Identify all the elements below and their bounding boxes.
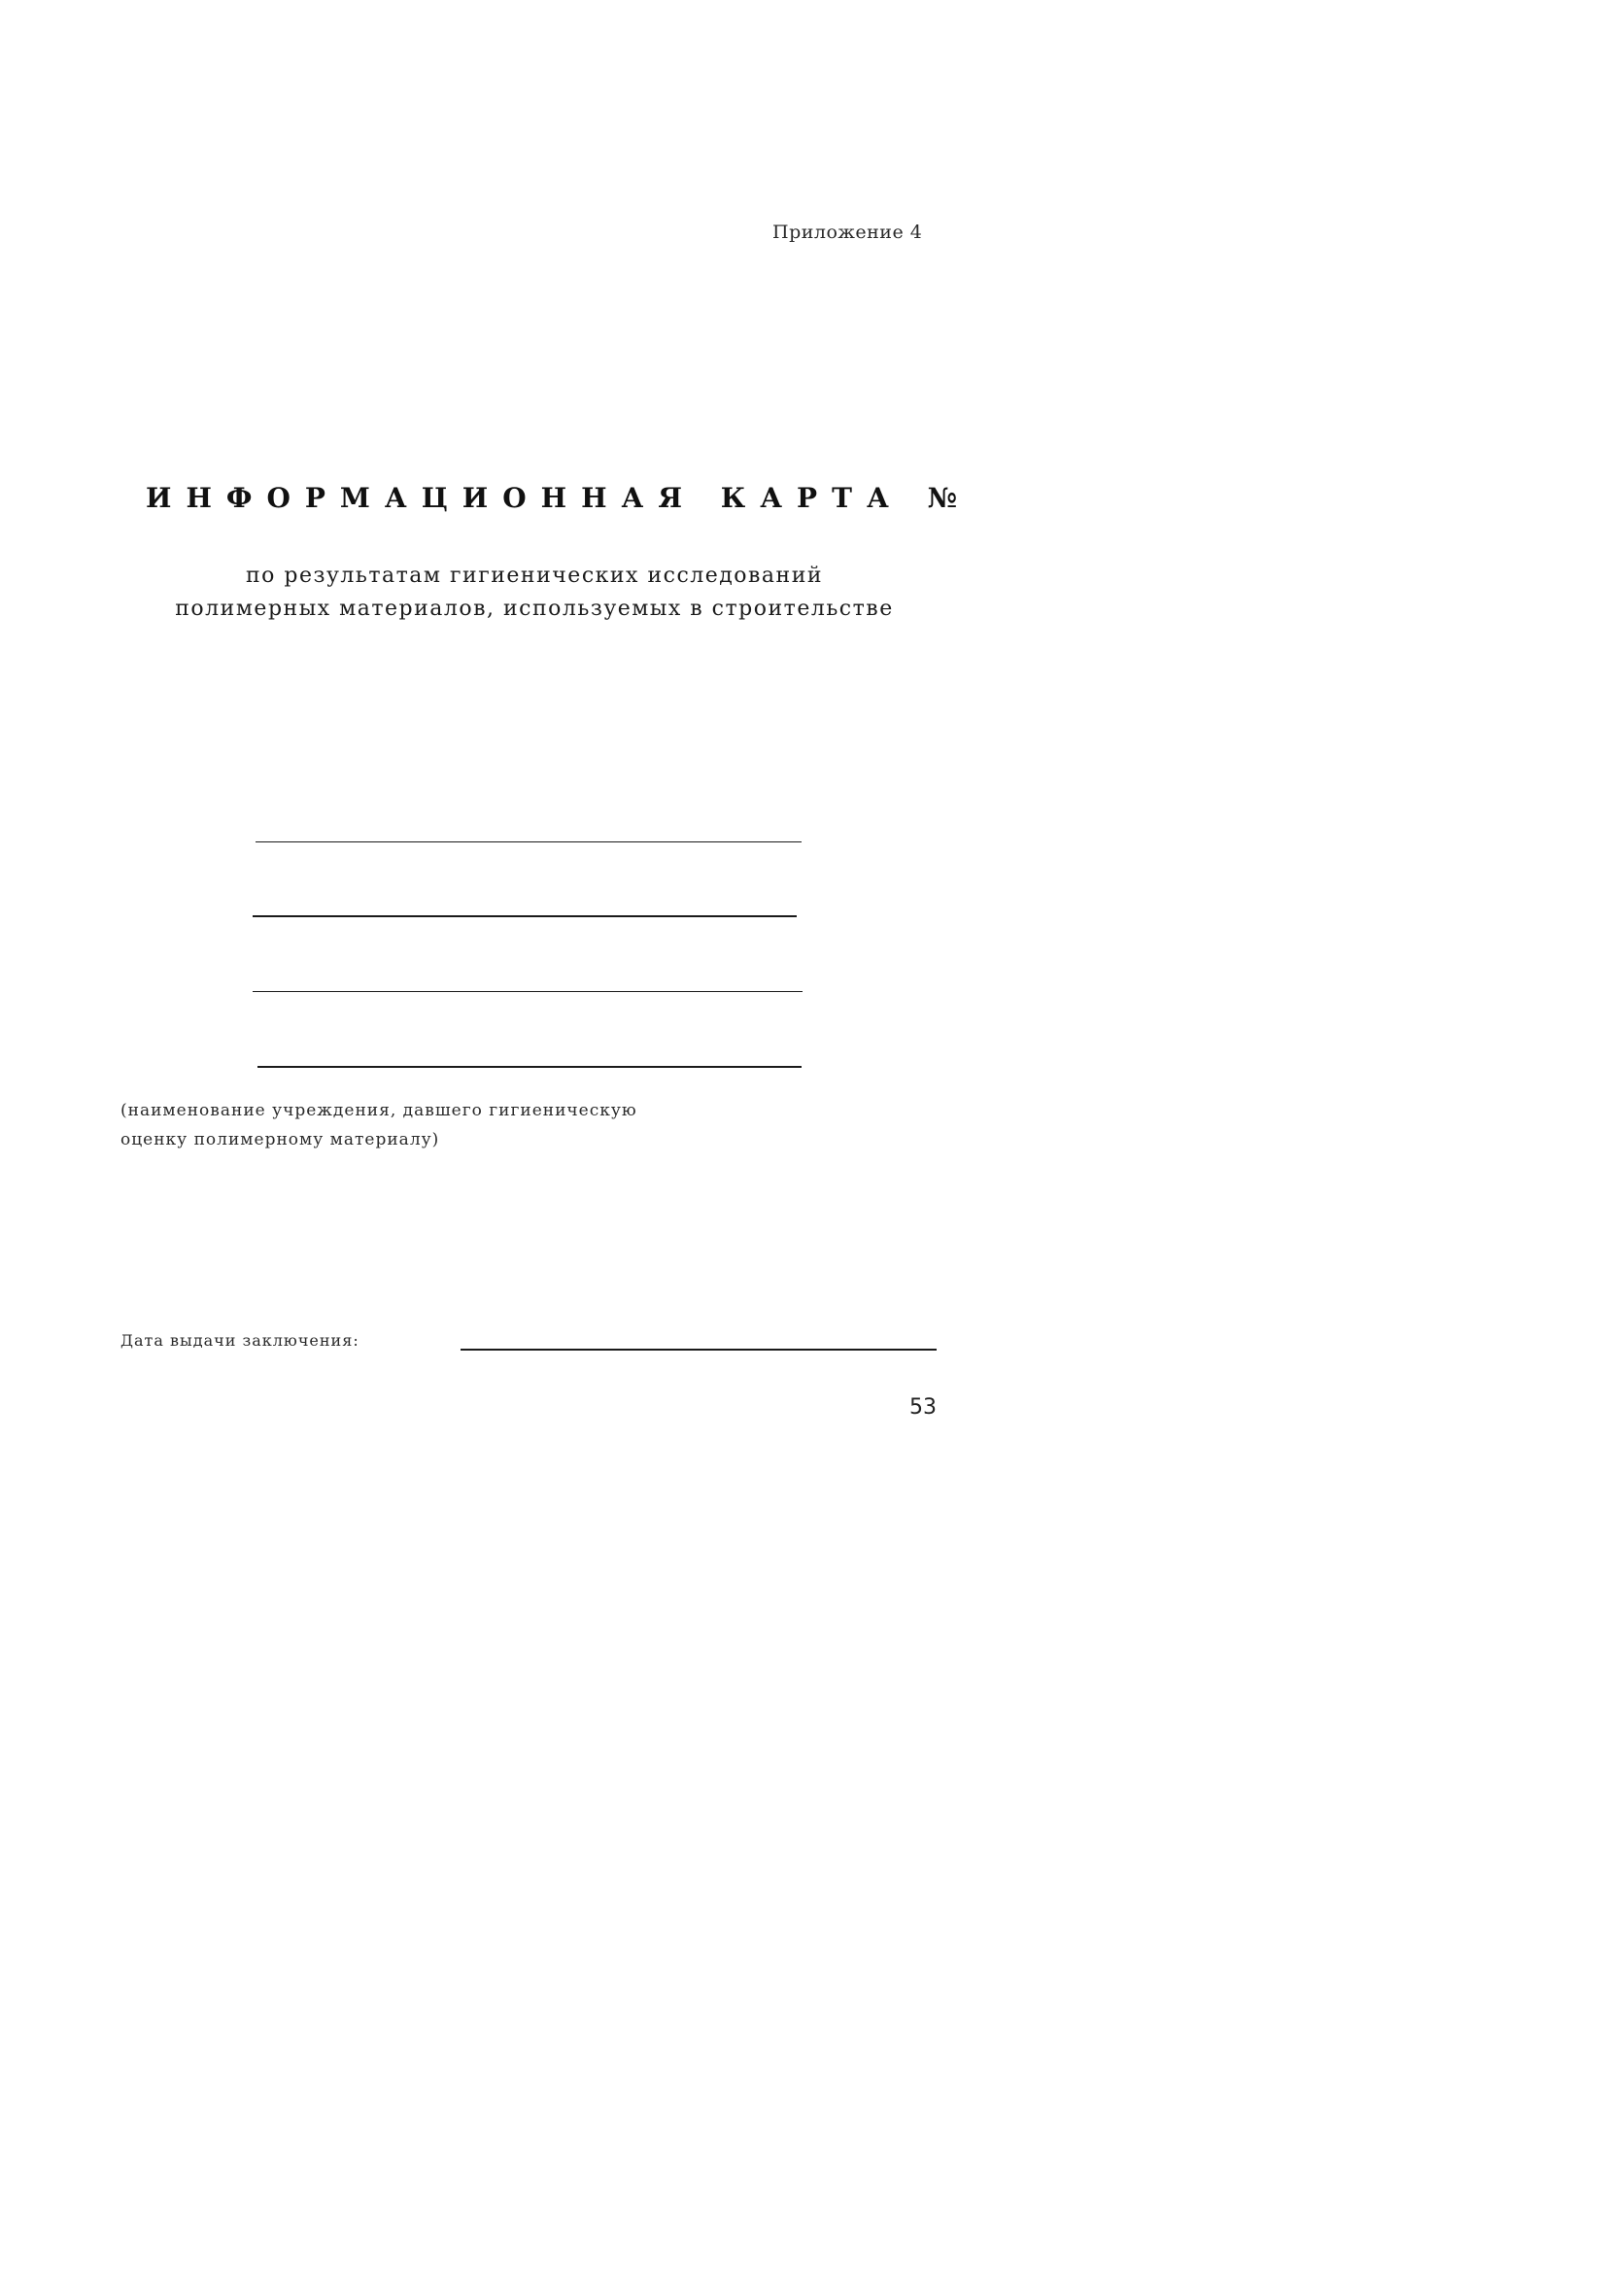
institution-blank-line-2 [253,915,797,917]
institution-blank-line-4 [257,1066,802,1068]
appendix-label: Приложение 4 [772,222,923,243]
document-title: ИНФОРМАЦИОННАЯ КАРТА № [146,482,972,514]
institution-blank-line-1 [256,841,802,842]
institution-blank-line-3 [253,991,803,992]
issue-date-label: Дата выдачи заключения: [120,1331,359,1350]
issue-date-blank-line [461,1349,937,1351]
institution-caption-line-2: оценку полимерному материалу) [120,1130,440,1149]
subtitle-line-2: полимерных материалов, используемых в строительстве [175,597,894,621]
institution-caption-line-1: (наименование учреждения, давшего гигиеническую [120,1101,637,1120]
subtitle-line-1: по результатам гигиенических исследований [245,564,824,588]
page-number: 53 [909,1395,937,1420]
